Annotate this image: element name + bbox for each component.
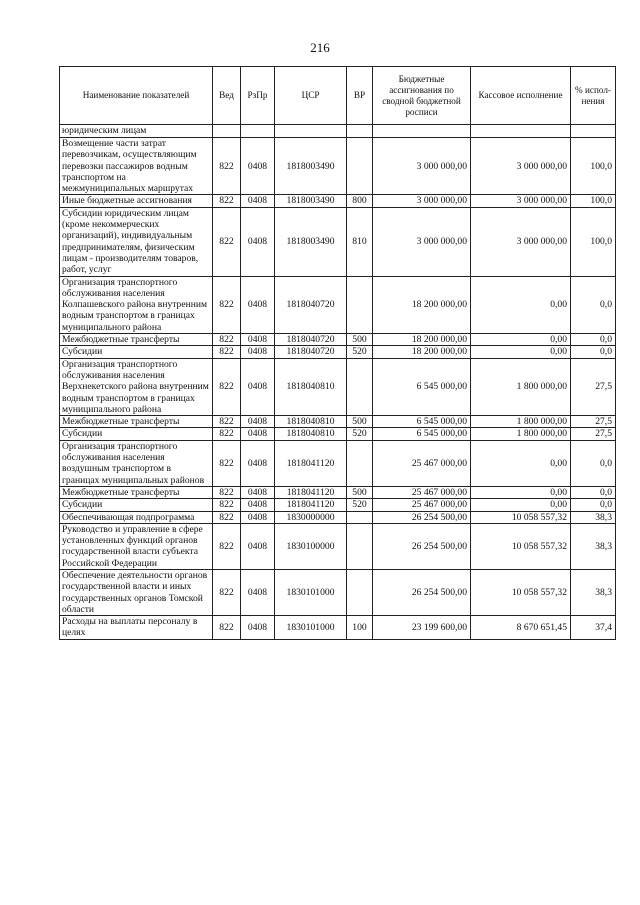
cell-name: Обеспечивающая подпрограмма [60,511,213,523]
cell-percent: 0,0 [571,276,616,333]
cell-cash: 10 058 557,32 [471,569,571,615]
table-row [60,334,616,346]
cell-cash: 0,00 [471,276,571,333]
cell-vr [347,511,373,523]
continuation-cell: юридическим лицам [60,125,213,138]
table-row [60,440,616,486]
cell-rzpr: 0408 [241,440,275,486]
table-row [60,616,616,640]
cell-csr: 1830101000 [275,569,347,615]
cell-ved: 822 [213,499,241,511]
cell-csr: 1818041120 [275,440,347,486]
cell-name: Межбюджетные трансферты [60,416,213,428]
table-body [60,125,616,640]
cell-budget: 18 200 000,00 [373,276,471,333]
cell-budget: 3 000 000,00 [373,207,471,276]
header-cash: Кассовое исполнение [471,67,571,125]
cell-rzpr: 0408 [241,416,275,428]
cell-cash: 0,00 [471,486,571,498]
cell-name: Организация транспортного обслуживания населения Колпашевского района внутренним водным транспортом в границах муниципального района [60,276,213,333]
cell-name: Межбюджетные трансферты [60,486,213,498]
cell-percent: 27,5 [571,358,616,415]
cell-name: Организация транспортного обслуживания населения воздушным транспортом в границах муниципальных районов [60,440,213,486]
cell-vr: 100 [347,616,373,640]
cell-csr: 1818041120 [275,486,347,498]
cell-vr [347,569,373,615]
cell-vr: 520 [347,346,373,358]
cell-percent: 0,0 [571,334,616,346]
table-row [60,523,616,569]
cell-rzpr: 0408 [241,276,275,333]
table-row [60,276,616,333]
cell-budget: 6 545 000,00 [373,416,471,428]
cell-cash: 1 800 000,00 [471,358,571,415]
table-row [60,346,616,358]
cell-percent: 100,0 [571,207,616,276]
header-rzpr: РзПр [241,67,275,125]
cell-rzpr: 0408 [241,511,275,523]
cell-budget: 6 545 000,00 [373,428,471,440]
cell-cash: 1 800 000,00 [471,428,571,440]
cell-ved: 822 [213,416,241,428]
cell-csr: 1830101000 [275,616,347,640]
cell-ved: 822 [213,346,241,358]
cell-percent: 38,3 [571,569,616,615]
cell-budget: 26 254 500,00 [373,569,471,615]
header-budget: Бюджетные ассигнования по сводной бюджетной росписи [373,67,471,125]
cell-ved: 822 [213,428,241,440]
cell-cash: 0,00 [471,440,571,486]
cell-ved: 822 [213,569,241,615]
cell-ved: 822 [213,276,241,333]
cell-vr: 500 [347,486,373,498]
table-row [60,358,616,415]
cell-ved: 822 [213,138,241,195]
cell-percent: 0,0 [571,499,616,511]
cell-vr: 520 [347,499,373,511]
cell-csr: 1818041120 [275,499,347,511]
cell-name: Расходы на выплаты персоналу в целях [60,616,213,640]
cell-ved: 822 [213,207,241,276]
cell-cash: 0,00 [471,499,571,511]
cell-cash: 10 058 557,32 [471,523,571,569]
cell-percent: 0,0 [571,440,616,486]
cell-cash: 3 000 000,00 [471,138,571,195]
cell-budget: 26 254 500,00 [373,511,471,523]
cell-ved: 822 [213,195,241,207]
cell-ved: 822 [213,358,241,415]
cell-budget: 18 200 000,00 [373,334,471,346]
cell-csr: 1818040720 [275,334,347,346]
cell-cash: 10 058 557,32 [471,511,571,523]
cell-percent: 0,0 [571,486,616,498]
cell-vr [347,358,373,415]
cell-ved: 822 [213,334,241,346]
cell-rzpr: 0408 [241,207,275,276]
cell-percent: 0,0 [571,346,616,358]
cell-name: Субсидии [60,499,213,511]
cell-csr: 1818040810 [275,416,347,428]
table-row [60,511,616,523]
cell-percent: 100,0 [571,195,616,207]
cell-percent: 100,0 [571,138,616,195]
cell-cash: 1 800 000,00 [471,416,571,428]
cell-vr: 520 [347,428,373,440]
cell-cash: 3 000 000,00 [471,195,571,207]
cell-ved: 822 [213,616,241,640]
table-row [60,416,616,428]
cell-percent: 27,5 [571,428,616,440]
cell-rzpr: 0408 [241,523,275,569]
cell-rzpr: 0408 [241,428,275,440]
cell-rzpr: 0408 [241,346,275,358]
header-name: Наименование показателей [60,67,213,125]
cell-rzpr: 0408 [241,569,275,615]
cell-ved: 822 [213,440,241,486]
cell-vr [347,440,373,486]
table-row [60,195,616,207]
cell-csr: 1818040810 [275,428,347,440]
cell-vr [347,138,373,195]
cell-percent: 38,3 [571,523,616,569]
cell-percent: 37,4 [571,616,616,640]
table-row [60,428,616,440]
cell-budget: 6 545 000,00 [373,358,471,415]
header-vr: ВР [347,67,373,125]
cell-cash: 0,00 [471,346,571,358]
cell-budget: 26 254 500,00 [373,523,471,569]
cell-rzpr: 0408 [241,138,275,195]
cell-rzpr: 0408 [241,358,275,415]
cell-name: Организация транспортного обслуживания населения Верхнекетского района внутренним водным транспортом в границах муниципального района [60,358,213,415]
cell-csr: 1818003490 [275,138,347,195]
cell-budget: 3 000 000,00 [373,195,471,207]
budget-execution-table [59,66,616,640]
cell-csr: 1818040810 [275,358,347,415]
cell-name: Руководство и управление в сфере установленных функций органов государственной власти субъекта Российской Федерации [60,523,213,569]
cell-budget: 25 467 000,00 [373,486,471,498]
cell-cash: 8 670 651,45 [471,616,571,640]
cell-name: Субсидии [60,346,213,358]
cell-name: Межбюджетные трансферты [60,334,213,346]
cell-csr: 1818040720 [275,276,347,333]
cell-name: Субсидии [60,428,213,440]
table-row [60,207,616,276]
cell-name: Субсидии юридическим лицам (кроме некоммерческих организаций), индивидуальным предпринимателям, физическим лицам - производителям товаров, работ, услуг [60,207,213,276]
page-number: 216 [310,40,330,55]
cell-rzpr: 0408 [241,486,275,498]
cell-csr: 1818040720 [275,346,347,358]
cell-rzpr: 0408 [241,499,275,511]
cell-cash: 0,00 [471,334,571,346]
cell-rzpr: 0408 [241,616,275,640]
cell-vr [347,523,373,569]
cell-vr [347,276,373,333]
table-row [60,569,616,615]
cell-rzpr: 0408 [241,195,275,207]
table-row [60,138,616,195]
header-percent: % испол- нения [571,67,616,125]
header-ved: Вед [213,67,241,125]
continuation-row [60,125,616,138]
cell-rzpr: 0408 [241,334,275,346]
header-csr: ЦСР [275,67,347,125]
cell-vr: 800 [347,195,373,207]
cell-csr: 1818003490 [275,195,347,207]
cell-csr: 1830100000 [275,523,347,569]
cell-budget: 18 200 000,00 [373,346,471,358]
table-header-row [60,67,616,125]
cell-name: Иные бюджетные ассигнования [60,195,213,207]
cell-name: Обеспечение деятельности органов государственной власти и иных государственных органов Томской области [60,569,213,615]
table-row [60,486,616,498]
cell-name: Возмещение части затрат перевозчикам, осуществляющим перевозки пассажиров водным транспортом на межмуниципальных маршрутах [60,138,213,195]
cell-vr: 500 [347,416,373,428]
cell-ved: 822 [213,511,241,523]
cell-percent: 38,3 [571,511,616,523]
cell-ved: 822 [213,486,241,498]
cell-vr: 810 [347,207,373,276]
table-row [60,499,616,511]
cell-percent: 27,5 [571,416,616,428]
cell-vr: 500 [347,334,373,346]
cell-cash: 3 000 000,00 [471,207,571,276]
cell-budget: 23 199 600,00 [373,616,471,640]
cell-csr: 1830000000 [275,511,347,523]
cell-csr: 1818003490 [275,207,347,276]
cell-budget: 3 000 000,00 [373,138,471,195]
cell-budget: 25 467 000,00 [373,499,471,511]
cell-ved: 822 [213,523,241,569]
cell-budget: 25 467 000,00 [373,440,471,486]
